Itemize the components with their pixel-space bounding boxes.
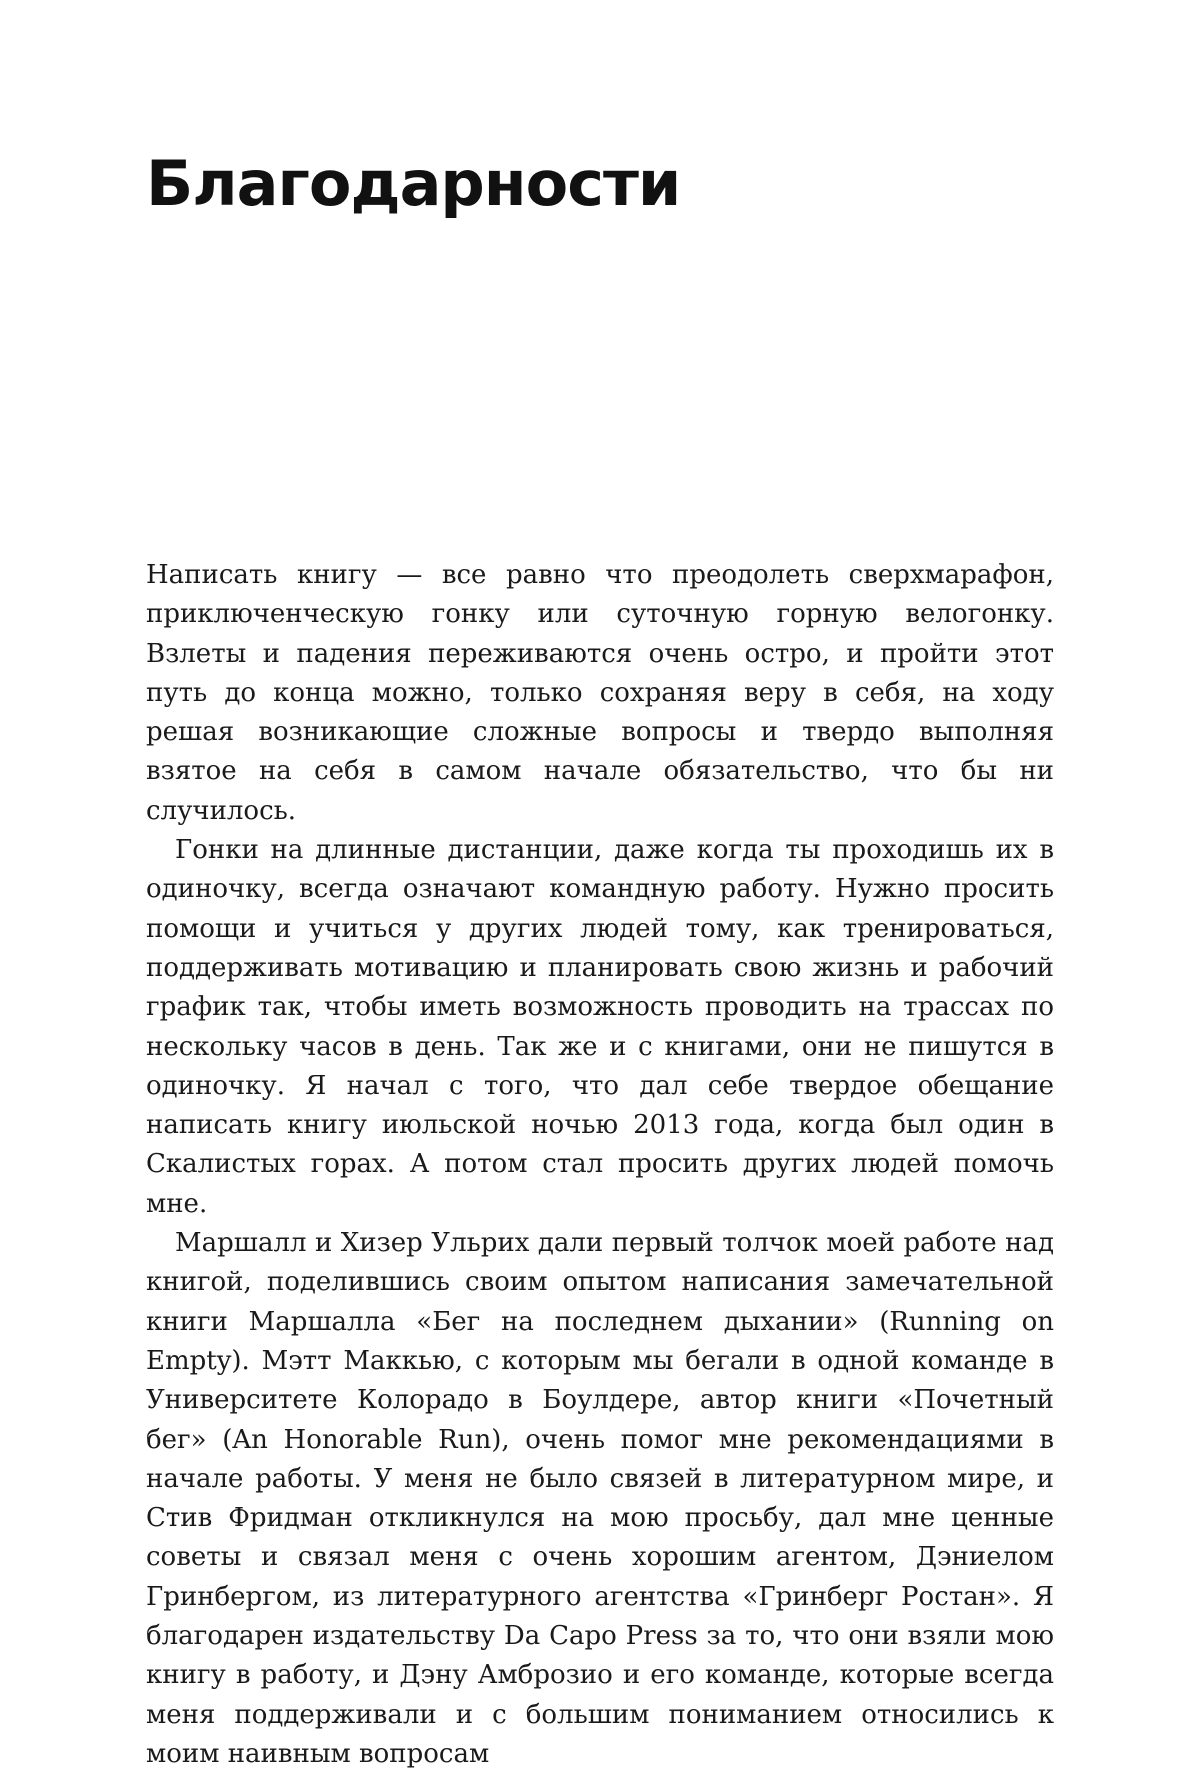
paragraph: Написать книгу — все равно что преодолеть сверхмарафон, приключенческую гонку или суточную горную велогонку. Взлеты и падения переживаются очень остро, и пройти этот путь до конца можно, только сохраняя веру в себя, на ходу решая возникающие сложные вопросы и твердо выполняя взятое на себя в самом начале обязательство, что бы ни случилось. [146, 560, 1054, 826]
chapter-body [146, 556, 1054, 1774]
chapter-title: Благодарности [146, 147, 681, 220]
paragraph: Гонки на длинные дистанции, даже когда ты проходишь их в одиночку, всегда означают командную работу. Нужно просить помощи и учиться у других людей тому, как тренироваться, поддерживать мотивацию и планировать свою жизнь и рабочий график так, чтобы иметь возможность проводить на трассах по нескольку часов в день. Так же и с книгами, они не пишутся в одиночку. Я начал с того, что дал себе твердое обещание написать книгу июльской ночью 2013 года, когда был один в Скалистых горах. А потом стал просить других людей помочь мне. [146, 835, 1054, 1219]
paragraph: Маршалл и Хизер Ульрих дали первый толчок моей работе над книгой, поделившись своим опытом написания замечательной книги Маршалла «Бег на последнем дыхании» (Running on Empty). Мэтт Маккью, с которым мы бегали в одной команде в Университете Колорадо в Боулдере, автор книги «Почетный бег» (An Honorable Run), очень помог мне рекомендациями в начале работы. У меня не было связей в литературном мире, и Стив Фридман откликнулся на мою просьбу, дал мне ценные советы и связал меня с очень хорошим агентом, Дэниелом Гринбергом, из литературного агентства «Гринберг Ростан». Я благодарен издательству Da Capo Press за то, что они взяли мою книгу в работу, и Дэну Амброзио и его команде, которые всегда меня поддерживали и с большим пониманием относились к моим наивным вопросам [146, 1228, 1054, 1769]
